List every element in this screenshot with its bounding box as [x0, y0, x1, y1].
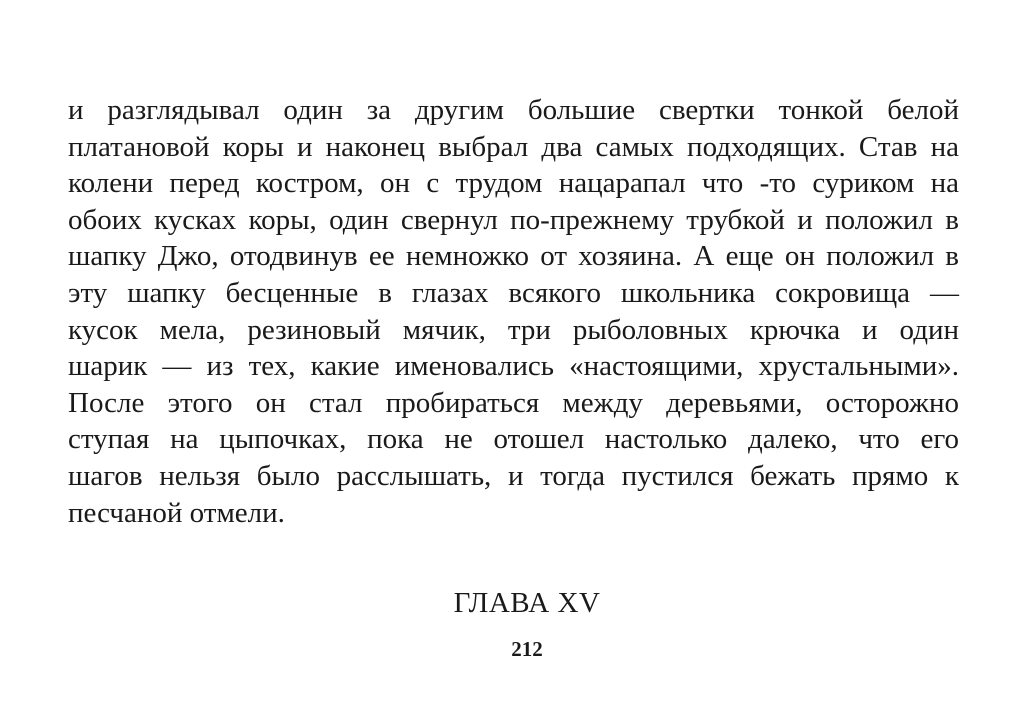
text-line: ступая на цыпочках, пока не отошел настолько далеко, что его — [68, 423, 959, 456]
body-paragraph — [68, 92, 959, 531]
text-line: После этого он стал пробираться между деревьями, осторожно — [68, 386, 959, 419]
text-line: обоих кусках коры, один свернул по-прежнему трубкой и положил в — [68, 203, 959, 236]
text-line: кусок мела, резиновый мячик, три рыболовных крючка и один — [68, 313, 959, 346]
text-line: шагов нельзя было расслышать, и тогда пустился бежать прямо к — [68, 459, 959, 492]
text-line: песчаной отмели. — [68, 496, 285, 529]
text-line: эту шапку бесценные в глазах всякого школьника сокровища — — [68, 276, 959, 309]
text-line: колени перед костром, он с трудом нацарапал что -то суриком на — [68, 167, 959, 200]
text-line: платановой коры и наконец выбрал два самых подходящих. Став на — [68, 130, 959, 163]
chapter-heading: ГЛАВА XV — [453, 587, 601, 619]
text-line: шапку Джо, отодвинув ее немножко от хозяина. А еще он положил в — [68, 240, 959, 273]
page-number: 212 — [511, 637, 543, 661]
text-line: шарик — из тех, какие именовались «настоящими, хрустальными». — [68, 350, 959, 383]
text-line: и разглядывал один за другим большие свертки тонкой белой — [68, 94, 959, 126]
